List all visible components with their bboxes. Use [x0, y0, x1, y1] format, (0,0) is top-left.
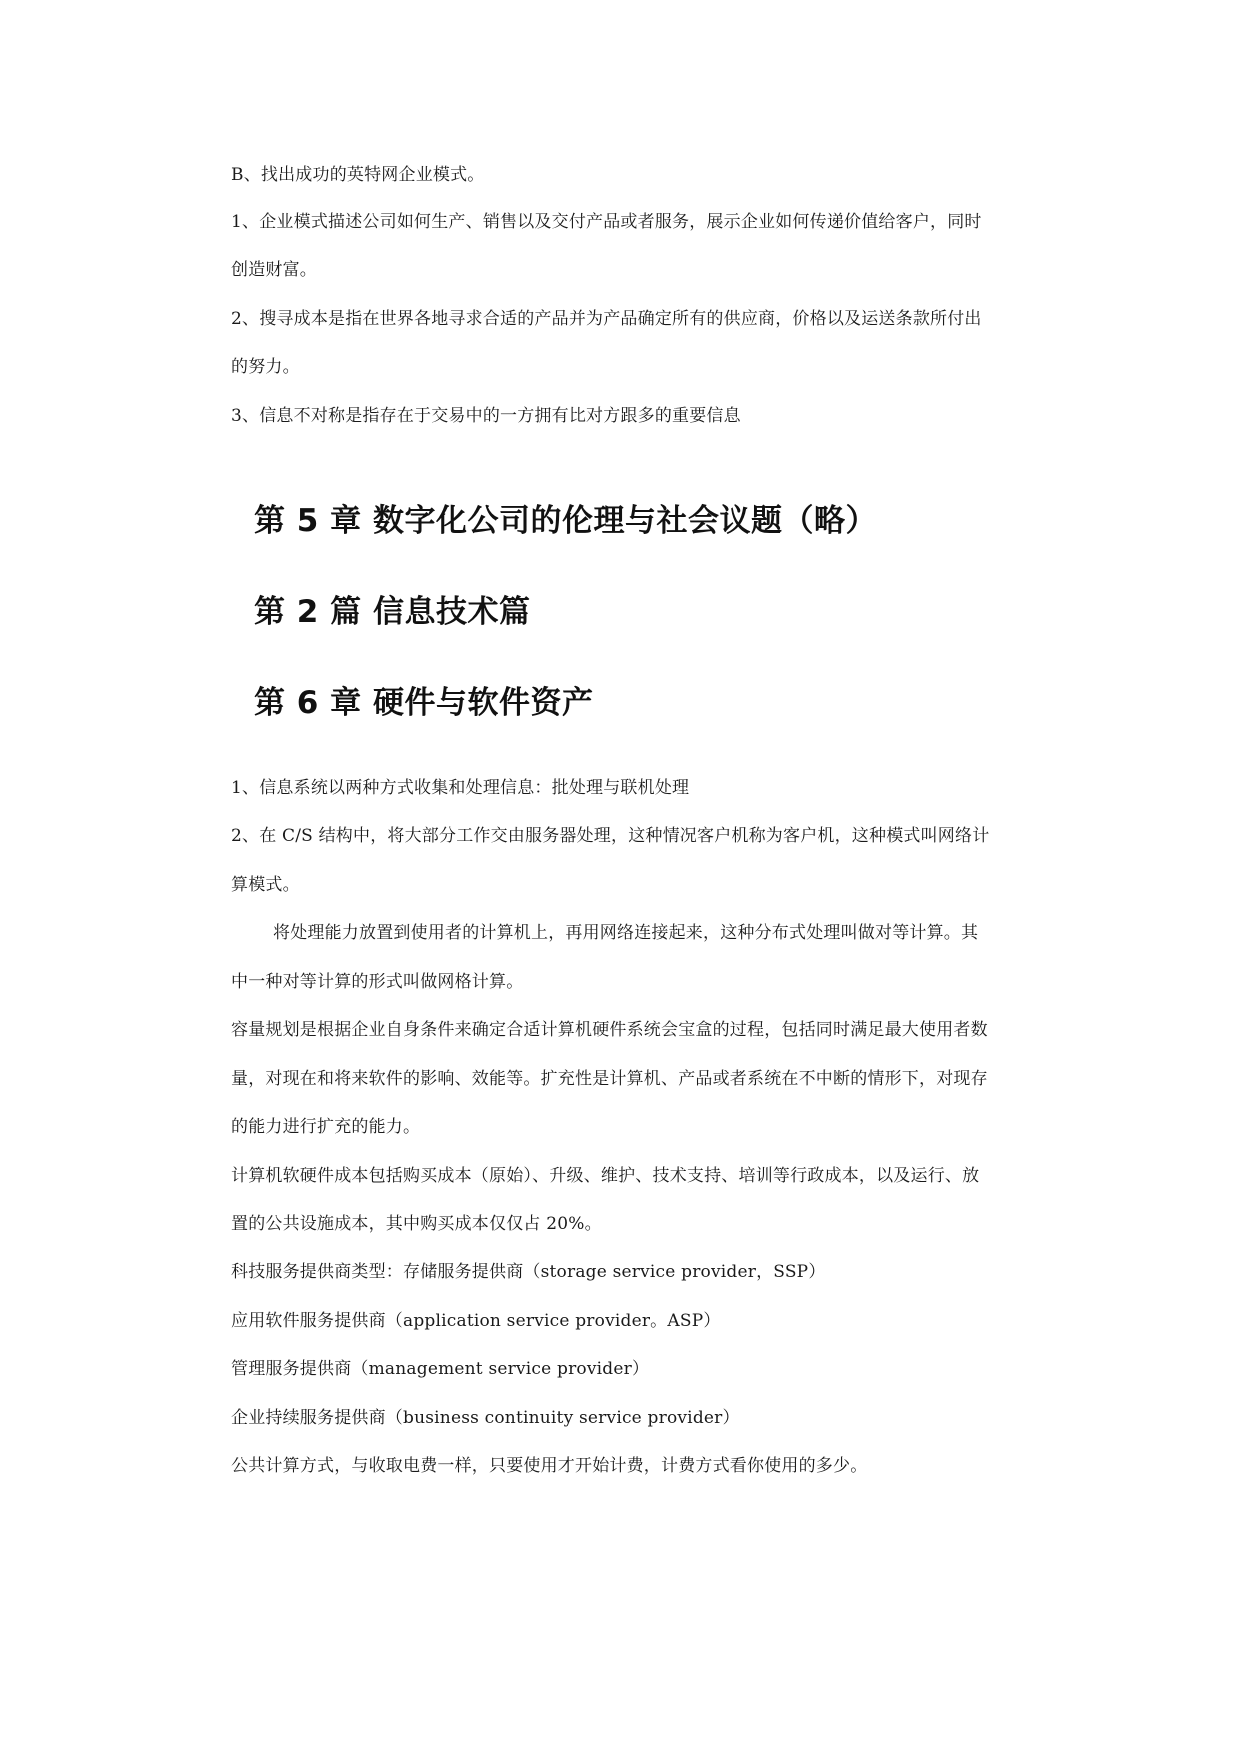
section-b-heading: B、找出成功的英特网企业模式。: [231, 165, 485, 185]
chapter6-item2-line1: 2、在 C/S 结构中，将大部分工作交由服务器处理，这种情况客户机称为客户机，这种模式叫网络计: [231, 826, 990, 846]
p2p-line1: 将处理能力放置到使用者的计算机上，再用网络连接起来，这种分布式处理叫做对等计算。其: [273, 923, 979, 943]
cost-line2: 置的公共设施成本，其中购买成本仅仅占 20%。: [231, 1214, 602, 1234]
msp-line: 管理服务提供商（management service provider）: [231, 1359, 650, 1379]
part2-heading: 第 2 篇 信息技术篇: [254, 594, 531, 630]
section-b-item3: 3、信息不对称是指存在于交易中的一方拥有比对方跟多的重要信息: [231, 406, 741, 426]
chapter6-item1: 1、信息系统以两种方式收集和处理信息：批处理与联机处理: [231, 778, 690, 798]
utility-computing-line: 公共计算方式，与收取电费一样，只要使用才开始计费，计费方式看你使用的多少。: [231, 1456, 868, 1476]
chapter5-heading: 第 5 章 数字化公司的伦理与社会议题（略）: [254, 503, 877, 539]
section-b-item1-line2: 创造财富。: [231, 260, 317, 280]
bcsp-line: 企业持续服务提供商（business continuity service provider）: [231, 1408, 740, 1428]
chapter6-heading: 第 6 章 硬件与软件资产: [254, 685, 594, 721]
asp-line: 应用软件服务提供商（application service provider。ASP）: [231, 1311, 721, 1331]
capacity-line1: 容量规划是根据企业自身条件来确定合适计算机硬件系统会宝盒的过程，包括同时满足最大使用者数: [231, 1020, 988, 1040]
capacity-line3: 的能力进行扩充的能力。: [231, 1117, 421, 1137]
chapter6-item2-line2: 算模式。: [231, 875, 300, 895]
capacity-line2: 量，对现在和将来软件的影响、效能等。扩充性是计算机、产品或者系统在不中断的情形下，对现存: [231, 1069, 988, 1089]
section-b-item2-line2: 的努力。: [231, 357, 300, 377]
cost-line1: 计算机软硬件成本包括购买成本（原始）、升级、维护、技术支持、培训等行政成本，以及运行、放: [231, 1166, 980, 1186]
ssp-line: 科技服务提供商类型：存储服务提供商（storage service provider，SSP）: [231, 1262, 826, 1282]
section-b-item2-line1: 2、搜寻成本是指在世界各地寻求合适的产品并为产品确定所有的供应商，价格以及运送条款所付出: [231, 309, 982, 329]
p2p-line2: 中一种对等计算的形式叫做网格计算。: [231, 972, 524, 992]
section-b-item1-line1: 1、企业模式描述公司如何生产、销售以及交付产品或者服务，展示企业如何传递价值给客户，同时: [231, 212, 982, 232]
